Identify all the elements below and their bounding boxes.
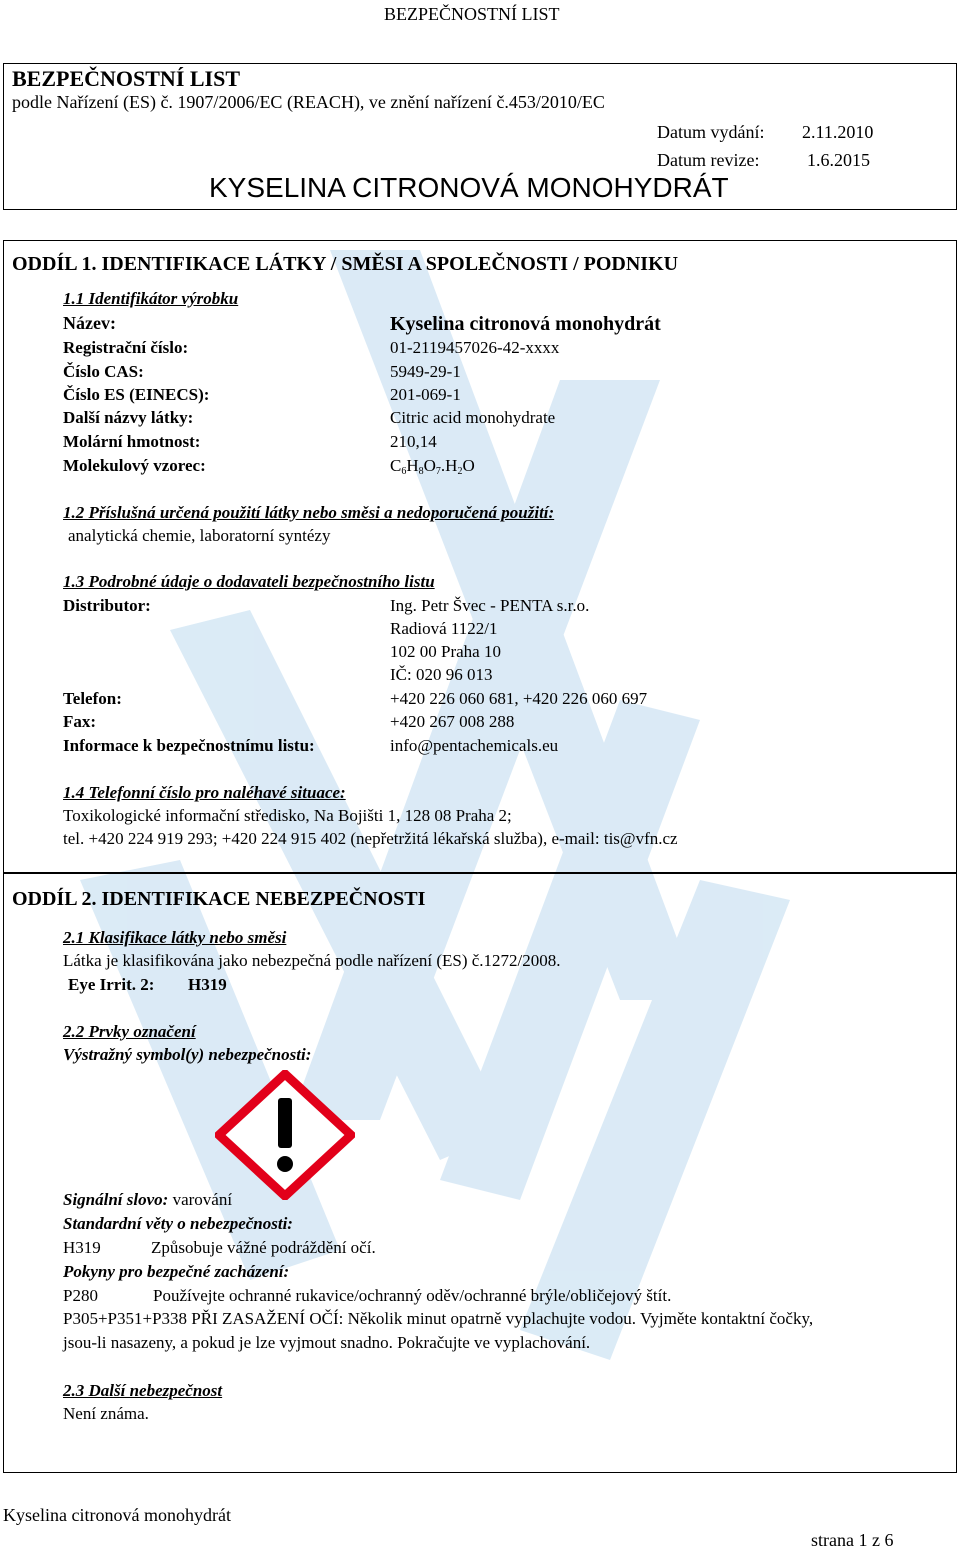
molar-mass-label: Molární hmotnost: — [63, 432, 201, 451]
pictogram-label: Výstražný symbol(y) nebezpečnosti: — [63, 1045, 312, 1064]
distributor-label: Distributor: — [63, 596, 151, 615]
sub14-line2: tel. +420 224 919 293; +420 224 915 402 (nepřetržitá lékařská služba), e-mail: tis@vfn.cz — [63, 829, 678, 848]
sds-info-email[interactable]: info@pentachemicals.eu — [390, 736, 559, 755]
running-header: BEZPEČNOSTNÍ LIST — [384, 4, 560, 24]
p305-line2: jsou-li nasazeny, a pokud je lze vyjmout snadno. Pokračujte ve vyplachování. — [63, 1333, 591, 1352]
classification-label: Eye Irrit. 2: — [68, 975, 155, 994]
section2-heading: ODDÍL 2. IDENTIFIKACE NEBEZPEČNOSTI — [12, 888, 426, 910]
sub23-text: Není známa. — [63, 1404, 149, 1423]
ghs07-exclamation-pictogram — [215, 1070, 355, 1200]
reg-label: Registrační číslo: — [63, 338, 189, 357]
cas-label: Číslo CAS: — [63, 362, 144, 381]
issue-date-label: Datum vydání: — [657, 122, 765, 142]
sub22-title: 2.2 Prvky označení — [63, 1022, 196, 1041]
h319-text: Způsobuje vážné podráždění očí. — [151, 1238, 376, 1257]
signal-word-label: Signální slovo: — [63, 1190, 169, 1209]
regulation-line: podle Nařízení (ES) č. 1907/2006/EC (REACH), ve znění nařízení č.453/2010/EC — [12, 92, 605, 112]
classification-code: H319 — [188, 975, 227, 994]
h319-code: H319 — [63, 1238, 101, 1257]
sub12-title: 1.2 Příslušná určená použití látky nebo směsi a nedoporučená použití: — [63, 503, 555, 522]
signal-word-value: varování — [172, 1190, 233, 1209]
p280-code: P280 — [63, 1286, 98, 1305]
distributor-street: Radiová 1122/1 — [390, 619, 498, 638]
sub12-text: analytická chemie, laboratorní syntézy — [68, 526, 331, 545]
reg-value: 01-2119457026-42-xxxx — [390, 338, 560, 357]
sds-info-label: Informace k bezpečnostnímu listu: — [63, 736, 315, 755]
sheet-title: BEZPEČNOSTNÍ LIST — [12, 66, 241, 91]
section1-heading: ODDÍL 1. IDENTIFIKACE LÁTKY / SMĚSI A SPOLEČNOSTI / PODNIKU — [12, 253, 679, 275]
es-value: 201-069-1 — [390, 385, 461, 404]
issue-date-value: 2.11.2010 — [802, 122, 874, 142]
p305-line1: P305+P351+P338 PŘI ZASAŽENÍ OČÍ: Několik minut opatrně vyplachujte vodou. Vyjměte kontaktní čočky, — [63, 1309, 814, 1328]
sub14-title: 1.4 Telefonní číslo pro naléhavé situace: — [63, 783, 346, 802]
signal-word-line — [63, 1190, 232, 1210]
footer-product: Kyselina citronová monohydrát — [3, 1505, 231, 1525]
sub21-title: 2.1 Klasifikace látky nebo směsi — [63, 928, 287, 947]
hazard-statements-label: Standardní věty o nebezpečnosti: — [63, 1214, 293, 1233]
footer-page-number: strana 1 z 6 — [811, 1530, 894, 1550]
sub21-text: Látka je klasifikována jako nebezpečná podle nařízení (ES) č.1272/2008. — [63, 951, 561, 970]
phone-label: Telefon: — [63, 689, 122, 708]
revision-date-label: Datum revize: — [657, 150, 760, 170]
precautionary-label: Pokyny pro bezpečné zacházení: — [63, 1262, 290, 1281]
other-names-label: Další názvy látky: — [63, 408, 194, 427]
cas-value: 5949-29-1 — [390, 362, 461, 381]
molar-mass-value: 210,14 — [390, 432, 437, 451]
fax-label: Fax: — [63, 712, 97, 731]
formula-value: $C_6H_8O_7.H_2O$ — [390, 456, 475, 477]
distributor-city: 102 00 Praha 10 — [390, 642, 501, 661]
product-title: KYSELINA CITRONOVÁ MONOHYDRÁT — [209, 172, 729, 203]
sub13-title: 1.3 Podrobné údaje o dodavateli bezpečnostního listu — [63, 572, 435, 591]
p280-text: Používejte ochranné rukavice/ochranný oděv/ochranné brýle/obličejový štít. — [153, 1286, 672, 1305]
sub11-title: 1.1 Identifikátor výrobku — [63, 289, 239, 308]
es-label: Číslo ES (EINECS): — [63, 385, 210, 404]
distributor-name: Ing. Petr Švec - PENTA s.r.o. — [390, 596, 590, 615]
revision-date-value: 1.6.2015 — [807, 150, 870, 170]
phone-value: +420 226 060 681, +420 226 060 697 — [390, 689, 648, 708]
sub14-line1: Toxikologické informační středisko, Na Bojišti 1, 128 08 Praha 2; — [63, 806, 512, 825]
formula-label: Molekulový vzorec: — [63, 456, 206, 475]
distributor-id: IČ: 020 96 013 — [390, 665, 493, 684]
fax-value: +420 267 008 288 — [390, 712, 515, 731]
other-names-value: Citric acid monohydrate — [390, 408, 556, 427]
name-value: Kyselina citronová monohydrát — [390, 313, 661, 335]
sub23-title: 2.3 Další nebezpečnost — [63, 1381, 223, 1400]
name-label: Název: — [63, 313, 116, 333]
